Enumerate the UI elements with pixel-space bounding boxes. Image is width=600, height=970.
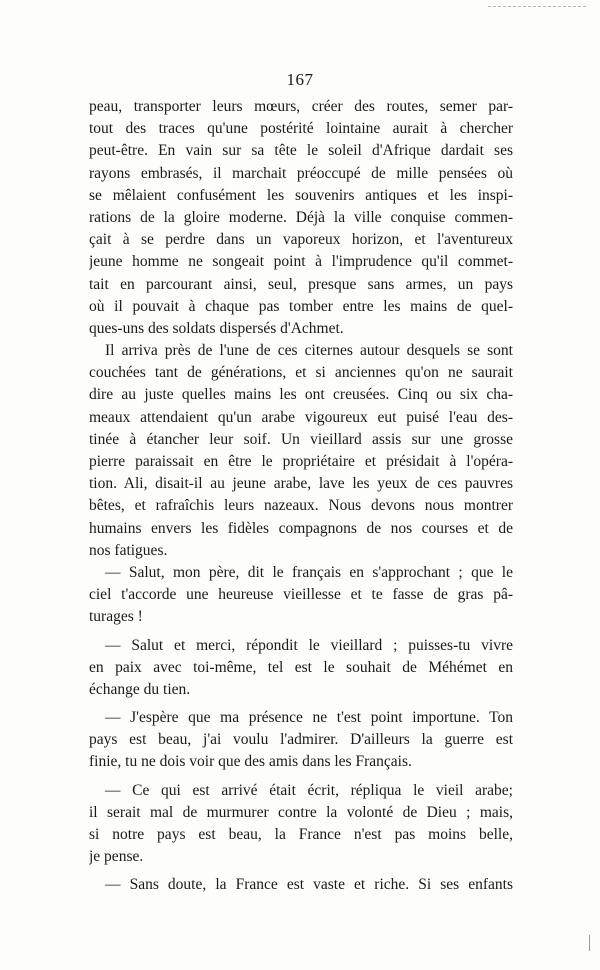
text-line: tait en parcourant ainsi, seul, presque sans armes, un pays [89,275,513,293]
text-line: Il arriva près de l'une de ces citernes autour desquels se sont [105,342,513,360]
text-line: — J'espère que ma présence ne t'est point importune. Ton [105,709,513,727]
text-line: — Salut et merci, répondit le vieillard ; puisses-tu vivre [105,636,513,654]
text-line: tinée à étancher leur soif. Un vieillard assis sur une grosse [89,430,513,448]
text-line: — Sans doute, la France est vaste et riche. Si ses enfants [105,876,513,894]
text-line: jeune homme ne songeait point à l'imprudence qu'il commet- [89,253,513,271]
text-line: si notre pays est beau, la France n'est pas moins belle, [89,826,513,843]
text-line: tion. Ali, disait-il au jeune arabe, lave les yeux de ces pauvres [89,475,513,493]
scan-margin-mark [589,935,590,951]
text-line: — Salut, mon père, dit le français en s'approchant ; que le [105,563,513,581]
text-line: bêtes, et rafraîchis leurs nazeaux. Nous devons nous montrer [89,497,513,515]
text-line: meaux attendaient qu'un arabe vigoureux eut puisé l'eau des- [89,408,513,426]
text-line: rations de la gloire moderne. Déjà la ville conquise commen- [89,208,513,226]
text-line: se mêlaient confusément les souvenirs antiques et les inspi- [89,186,513,204]
text-line: couchées tant de générations, et si anciennes qu'on ne saurait [89,364,513,382]
body-text [89,96,513,897]
text-line: — Ce qui est arrivé était écrit, répliqua le vieil arabe; [105,781,513,799]
text-line: turages ! [89,608,143,626]
text-line: pierre paraissait en être le propriétaire et présidait à l'opéra- [89,453,513,470]
text-line: rayons embrasés, il marchait préoccupé de mille pensées où [89,164,513,182]
text-line: en paix avec toi-même, tel est le souhait de Méhémet en [89,658,513,676]
text-line: humains envers les fidèles compagnons de nos courses et de [89,519,513,537]
text-line: peau, transporter leurs mœurs, créer des routes, semer par- [89,98,513,115]
text-line: tout des traces qu'une postérité lointaine aurait à chercher [89,120,513,138]
page-number: 167 [286,70,314,89]
text-line: échange du tien. [89,680,191,698]
text-line: çait à se perdre dans un vaporeux horizon, et l'aventureux [89,231,513,249]
text-line: ciel t'accorde une heureuse vieillesse et te fasse de gras pâ- [89,586,513,604]
text-line: où il pouvait à chaque pas tomber entre les mains de quel- [89,297,513,315]
scan-edge-mark [488,6,586,8]
text-line: dire au juste quelles mains les ont creusées. Cinq ou six cha- [89,386,513,404]
text-line: il serait mal de murmurer contre la volonté de Dieu ; mais, [89,803,513,821]
text-line: finie, tu ne dois voir que des amis dans les Français. [89,753,412,771]
text-line: peut-être. En vain sur sa tête le soleil d'Afrique dardait ses [89,142,513,160]
text-line: nos fatigues. [89,541,168,559]
text-line: ques-uns des soldats dispersés d'Achmet. [89,319,344,337]
text-line: pays est beau, j'ai voulu l'admirer. D'ailleurs la guerre est [89,731,513,749]
text-line: je pense. [89,848,144,866]
